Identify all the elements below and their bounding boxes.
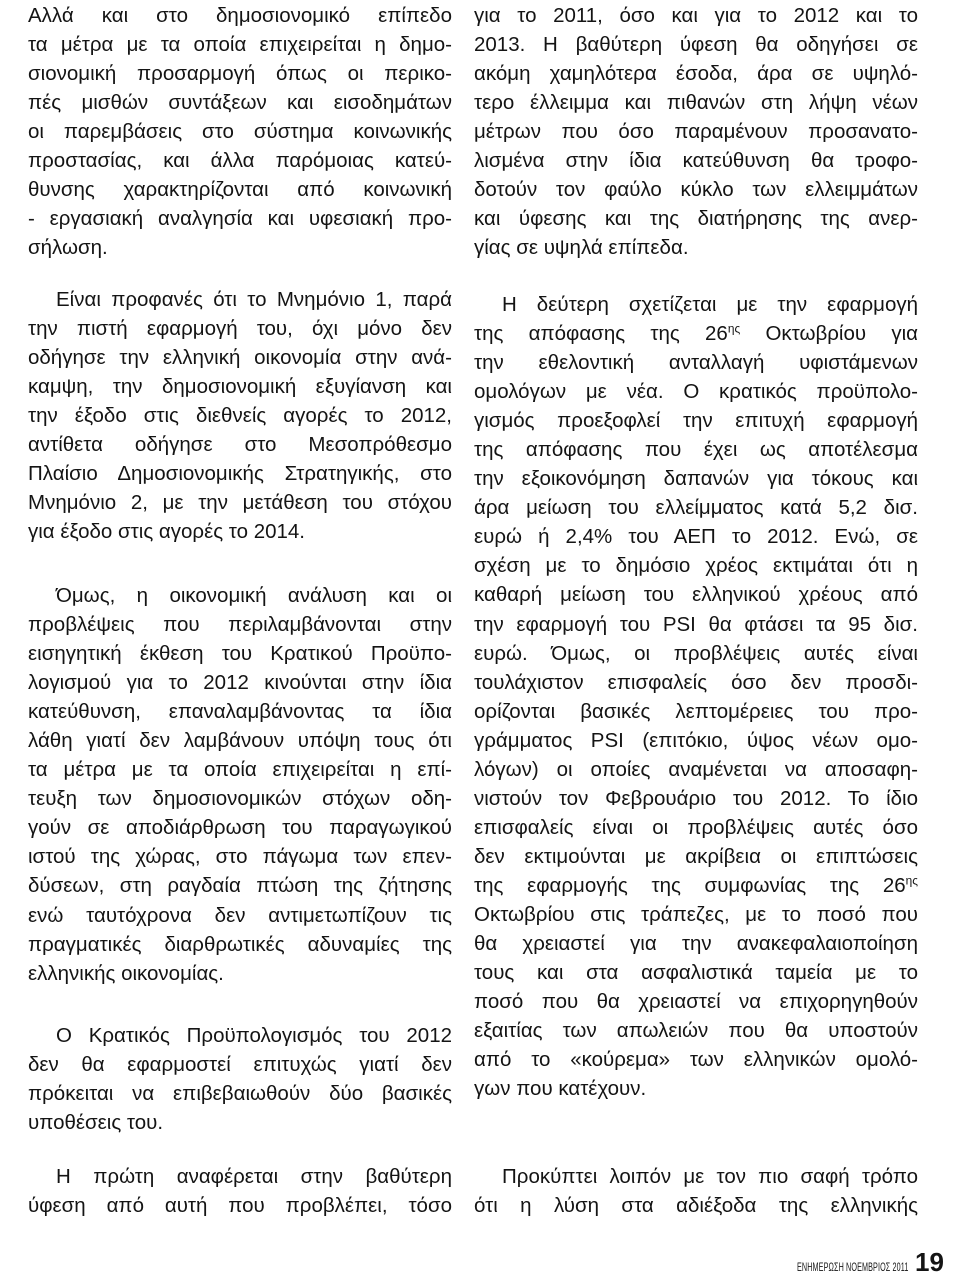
text-line: Ο Κρατικός Προϋπολογισμός του 2012 (56, 1024, 452, 1047)
text-line: - εργασιακή αναλγησία και υφεσιακή προ- (28, 207, 452, 231)
text-line: ομολόγων με νέα. Ο κρατικός προϋπολο- (474, 380, 918, 404)
text-line: τα μέτρα με τα οποία επιχειρείται η δημο- (28, 33, 452, 57)
text-line: ευρώ ή 2,4% του ΑΕΠ το 2012. Ενώ, σε (474, 525, 918, 549)
text-line: προβλέψεις που περιλαμβάνονται στην (28, 613, 452, 637)
text-line: για έξοδο στις αγορές το 2014. (28, 520, 305, 544)
text-line: Οκτωβρίου στις τράπεζες, με το ποσό που (474, 902, 918, 926)
text-line: εξαιτίας των απωλειών που θα υποστούν (474, 1019, 918, 1043)
text-line: Μνημόνιο 2, με την μετάθεση του στόχου (28, 491, 452, 515)
paragraph (474, 1162, 918, 1220)
text-span: Οκτωβρίου για (740, 322, 918, 346)
paragraph (28, 581, 452, 988)
text-line: γισμός προεξοφλεί την επιτυχή εφαρμογή (474, 409, 918, 433)
text-line: λάθη γιατί δεν λαμβάνουν υπόψη τους ότι (28, 729, 452, 753)
text-line: ενώ ταυτόχρονα δεν αντιμετωπίζουν τις (28, 903, 452, 927)
text-line: οι παρεμβάσεις στο σύστημα κοινωνικής (28, 120, 452, 144)
text-line: γων που κατέχουν. (474, 1077, 647, 1101)
text-line: κατεύθυνση, επαναλαμβάνοντας τα ίδια (28, 700, 452, 724)
text-line: προστασίας, και άλλα παρόμοιας κατεύ- (28, 149, 452, 173)
page-number: 19 (915, 1247, 944, 1277)
text-line: την εξοικονόμηση δαπανών για τόκους και (474, 467, 918, 491)
text-line: σχέση με το δημόσιο χρέος εκτιμάται ότι η (474, 554, 918, 578)
publication-name: ΕΝΗΜΕΡΩΣΗ ΝΟΕΜΒΡΙΟΣ 2011 (797, 1260, 909, 1274)
text-line: εισηγητική έκθεση του Κρατικού Προϋπο- (28, 642, 452, 666)
left-column (28, 0, 452, 1240)
text-line: υποθέσεις του. (28, 1111, 164, 1135)
text-line: την εφαρμογή του PSI θα φτάσει τα 95 δισ. (474, 612, 918, 636)
text-line: τευξη των δημοσιονομικών στόχων οδη- (28, 787, 452, 811)
text-line: ιστού της χώρας, στο πάγωμα των επεν- (28, 845, 452, 869)
text-line: νιστούν τον Φεβρουάριο του 2012. Το ίδιο (474, 786, 918, 810)
text-line: ότι η λύση στα αδιέξοδα της ελληνικής (474, 1194, 918, 1218)
text-line: αντίθετα οδήγησε στο Μεσοπρόθεσμο (28, 433, 452, 457)
text-line: Προκύπτει λοιπόν με τον πιο σαφή τρόπο (502, 1165, 918, 1188)
text-line (474, 871, 918, 900)
text-line: ορίζονται βασικές λεπτομέρειες του προ- (474, 699, 918, 723)
text-line: λισμένα στην ίδια κατεύθυνση θα τροφο- (474, 149, 918, 173)
text-line: της απόφασης που έχει ως αποτέλεσμα (474, 438, 918, 462)
text-line: Είναι προφανές ότι το Μνημόνιο 1, παρά (56, 288, 452, 311)
text-line: ύφεση από αυτή που προβλέπει, τόσο (28, 1194, 452, 1218)
text-line: την πιστή εφαρμογή του, όχι μόνο δεν (28, 317, 452, 341)
paragraph (28, 1021, 452, 1137)
text-line: γράμματος PSI (επιτόκιο, ύψος νέων ομο- (474, 728, 918, 752)
text-line: από το «κούρεμα» των ελληνικών ομολό- (474, 1048, 918, 1072)
text-line: μέτρων που όσο παραμένουν προσανατο- (474, 120, 918, 144)
text-line: τα μέτρα με τα οποία επιχειρείται η επί- (28, 758, 452, 782)
text-line: τους και στα ασφαλιστικά ταμεία με το (474, 961, 918, 985)
text-line: 2013. Η βαθύτερη ύφεση θα οδηγήσει σε (474, 33, 918, 57)
text-line: δύσεων, στη ραγδαία πτώση της ζήτησης (28, 874, 452, 898)
text-line: Η πρώτη αναφέρεται στην βαθύτερη (56, 1165, 452, 1188)
text-line: δεν εκτιμούνται με ακρίβεια οι επιπτώσεις (474, 844, 918, 868)
ordinal-superscript: ης (905, 873, 918, 888)
text-line: δεν θα εφαρμοστεί επιτυχώς γιατί δεν (28, 1053, 452, 1077)
text-line: οδήγησε την ελληνική οικονομία στην ανά- (28, 346, 452, 370)
right-column (474, 0, 918, 1240)
text-line: και ύφεσης και της διατήρησης της ανερ- (474, 207, 918, 231)
text-line: Η δεύτερη σχετίζεται με την εφαρμογή (502, 293, 918, 316)
paragraph (474, 1, 918, 262)
text-span: της απόφασης της 26 (474, 322, 728, 346)
ordinal-superscript: ης (727, 321, 741, 336)
text-line (474, 319, 918, 348)
text-line: θα χρειαστεί για την ανακεφαλαιοποίηση (474, 932, 918, 956)
text-line: πραγματικές διαρθρωτικές αδυναμίες της (28, 932, 452, 956)
text-line: γίας σε υψηλά επίπεδα. (474, 236, 689, 260)
text-line: τερο έλλειμμα και πιθανών στη λήψη νέων (474, 91, 918, 115)
text-line: τουλάχιστον επισφαλείς όσο δεν προσδι- (474, 670, 918, 694)
paragraph (28, 285, 452, 546)
paragraph (474, 290, 918, 1103)
paragraph (28, 1162, 452, 1220)
text-line: καμψη, την δημοσιονομική εξυγίανση και (28, 375, 452, 399)
text-line: για το 2011, όσο και για το 2012 και το (474, 4, 918, 27)
paragraph (28, 1, 452, 262)
text-line: πές μισθών συντάξεων και εισοδημάτων (28, 91, 452, 115)
text-line: καθαρή μείωση του ελληνικού χρέους από (474, 583, 918, 607)
text-line: πρόκειται να επιβεβαιωθούν δύο βασικές (28, 1082, 452, 1106)
text-line: δοτούν τον φαύλο κύκλο των ελλειμμάτων (474, 178, 918, 202)
text-line: θυνσης χαρακτηρίζονται από κοινωνική (28, 178, 452, 202)
text-line: την εθελοντική ανταλλαγή υφιστάμενων (474, 351, 918, 375)
text-line: Πλαίσιο Δημοσιονομικής Στρατηγικής, στο (28, 462, 452, 486)
text-line: επισφαλείς είναι οι προβλέψεις αυτές όσο (474, 815, 918, 839)
text-line: σήλωση. (28, 236, 108, 260)
text-line: άρα μείωση του ελλείμματος κατά 5,2 δισ. (474, 496, 918, 520)
text-line: σιονομική προσαρμογή όπως οι περικο- (28, 62, 452, 86)
text-line: λόγων) οι οποίες αναμένεται να αποσαφη- (474, 757, 918, 781)
text-line: λογισμού για το 2012 κινούνται στην ίδια (28, 671, 452, 695)
text-line: ποσό που θα χρειαστεί να επιχορηγηθούν (474, 990, 918, 1014)
text-span: της εφαρμογής της συμφωνίας της 26 (474, 873, 906, 897)
text-line: ελληνικής οικονομίας. (28, 961, 224, 985)
text-line: ευρώ. Όμως, οι προβλέψεις αυτές είναι (474, 641, 918, 665)
text-line: γούν σε αποδιάρθρωση του παραγωγικού (28, 816, 452, 840)
text-line: Όμως, η οικονομική ανάλυση και οι (56, 584, 452, 607)
text-line: Αλλά και στο δημοσιονομικό επίπεδο (28, 4, 452, 27)
text-line: την έξοδο στις διεθνείς αγορές το 2012, (28, 404, 452, 428)
text-line: ακόμη χαμηλότερα έσοδα, άρα σε υψηλό- (474, 62, 918, 86)
